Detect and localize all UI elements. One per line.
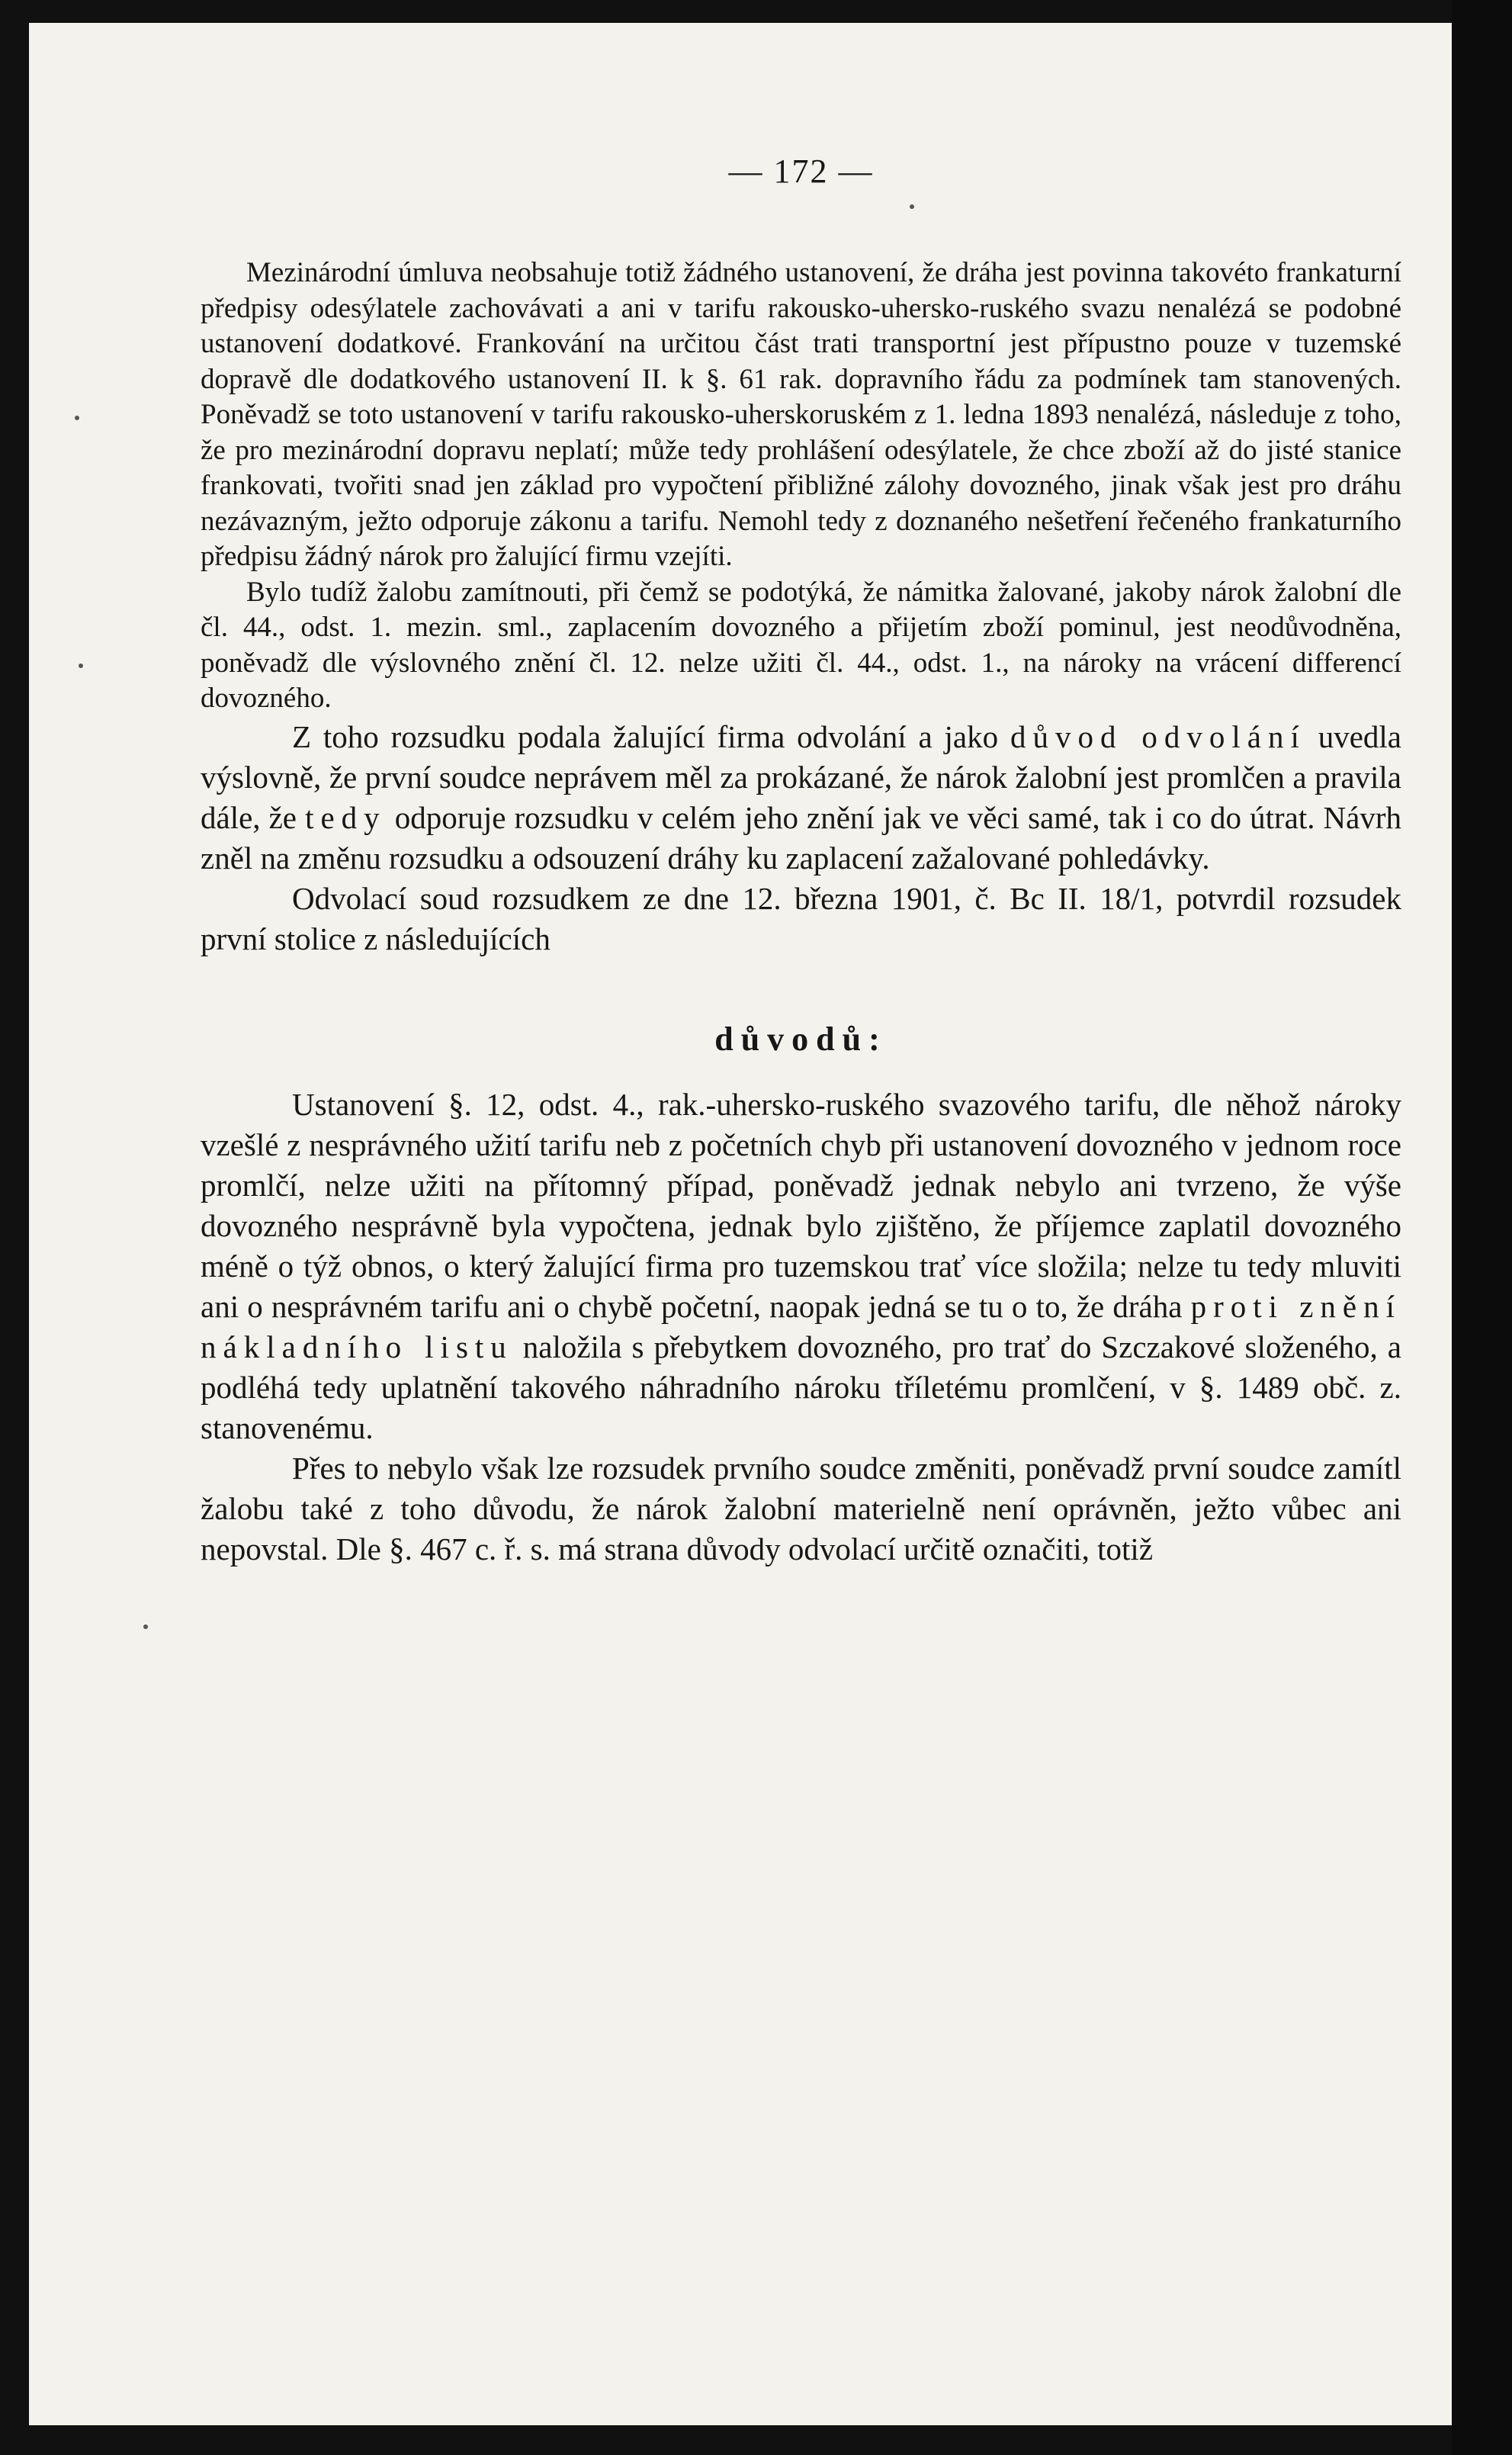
paragraph-3: [201, 717, 1401, 879]
text-block: [201, 145, 1401, 1570]
scan-speck: [75, 416, 79, 420]
reason-paragraph-1: [201, 1085, 1401, 1448]
page-number: — 172 —: [728, 153, 874, 190]
paragraph-4: Odvolací soud rozsudkem ze dne 12. března 1901, č. Bc II. 18/1, potvrdil rozsudek první stolice z následujících: [201, 880, 1401, 956]
paragraph-1: Mezinárodní úmluva neobsahuje totiž žádného ustanovení, že dráha jest povinna takovéto frankaturní předpisy odesýlatele zachovávati a ani v tarifu rakousko-uhersko-ruského svazu nenalézá se podobné ustanovení dodatkové. Frankování na určitou část trati transportní jest přípustno pouze v tuzemské dopravě dle dodatkového ustanovení II. k §. 61 rak. dopravního řádu za podmínek tam stanovených. Poněvadž se toto ustanovení v tarifu rakousko-uherskoruském z 1. ledna 1893 nenalézá, následuje z toho, že pro mezinárodní dopravu neplatí; může tedy prohlášení odesýlatele, že chce zboží až do jisté stanice frankovati, tvořiti snad jen základ pro vypočtení přibližné zálohy dovozného, jinak však jest pro dráhu nezávazným, ježto odporuje zákonu a tarifu. Nemohl tedy z doznaného nešetření řečeného frankaturního předpisu žádný nárok pro žalující firmu vzejíti.: [201, 257, 1401, 572]
scan-speck: [143, 1624, 148, 1629]
scan-edge: [1452, 0, 1512, 2455]
scan-speck: [79, 664, 83, 668]
reason-1-part: naložila s přebytkem dovozného, pro trať do Szczakové složeného, a podléhá tedy uplatnění takového náhradního nároku tříletému promlčení, v §. 1489 obč. z. stanovenému.: [201, 1329, 1401, 1445]
spaced-emphasis: důvod odvolání: [1010, 718, 1306, 754]
paragraph-3-part: Z toho rozsudku podala žalující firma odvolání a jako: [292, 718, 1010, 754]
paragraph-2: Bylo tudíž žalobu zamítnouti, při čemž se podotýká, že námitka žalované, jakoby nárok žalobní dle čl. 44., odst. 1. mezin. sml., zaplacením dovozného a přijetím zboží pominul, jest neodůvodněna, poněvadž dle výslovného znění čl. 12. nelze užiti čl. 44., odst. 1., na nároky na vrácení differencí dovozného.: [201, 576, 1401, 714]
spaced-emphasis: proti znění nákladního listu: [201, 1288, 1401, 1364]
spaced-emphasis: tedy: [305, 799, 387, 835]
reason-paragraph-2: Přes to nebylo však lze rozsudek prvního soudce změniti, poněvadž první soudce zamítl žalobu také z toho důvodu, že nárok žalobní materielně není oprávněn, ježto vůbec ani nepovstal. Dle §. 467 c. ř. s. má strana důvody odvolací určitě označiti, totiž: [201, 1450, 1401, 1567]
paragraph-3-part: odporuje rozsudku v celém jeho znění jak ve věci samé, tak i co do útrat. Návrh zněl na změnu rozsudku a odsouzení dráhy ku zaplacení zažalované pohledávky.: [201, 799, 1402, 876]
reason-1-part: Ustanovení §. 12, odst. 4., rak.-uhersko-ruského svazového tarifu, dle něhož nároky vzešlé z nesprávného užití tarifu neb z početních chyb při ustanovení dovozného v jednom roce promlčí, nelze užiti na přítomný případ, poněvadž jednak nebylo ani tvrzeno, že výše dovozného nesprávně byla vypočtena, jednak bylo zjištěno, že příjemce zaplatil dovozného méně o týž obnos, o který žalující firma pro tuzemskou trať více složila; nelze tu tedy mluviti ani o nesprávném tarifu ani o chybě početní, naopak jedná se tu o to, že dráha: [201, 1086, 1401, 1324]
section-heading: důvodů:: [714, 1020, 888, 1058]
paragraph-3-part: uvedla výslovně, že první soudce neprávem měl za prokázané, že nárok žalobní jest promlčen a pravila dále, že: [201, 718, 1401, 835]
